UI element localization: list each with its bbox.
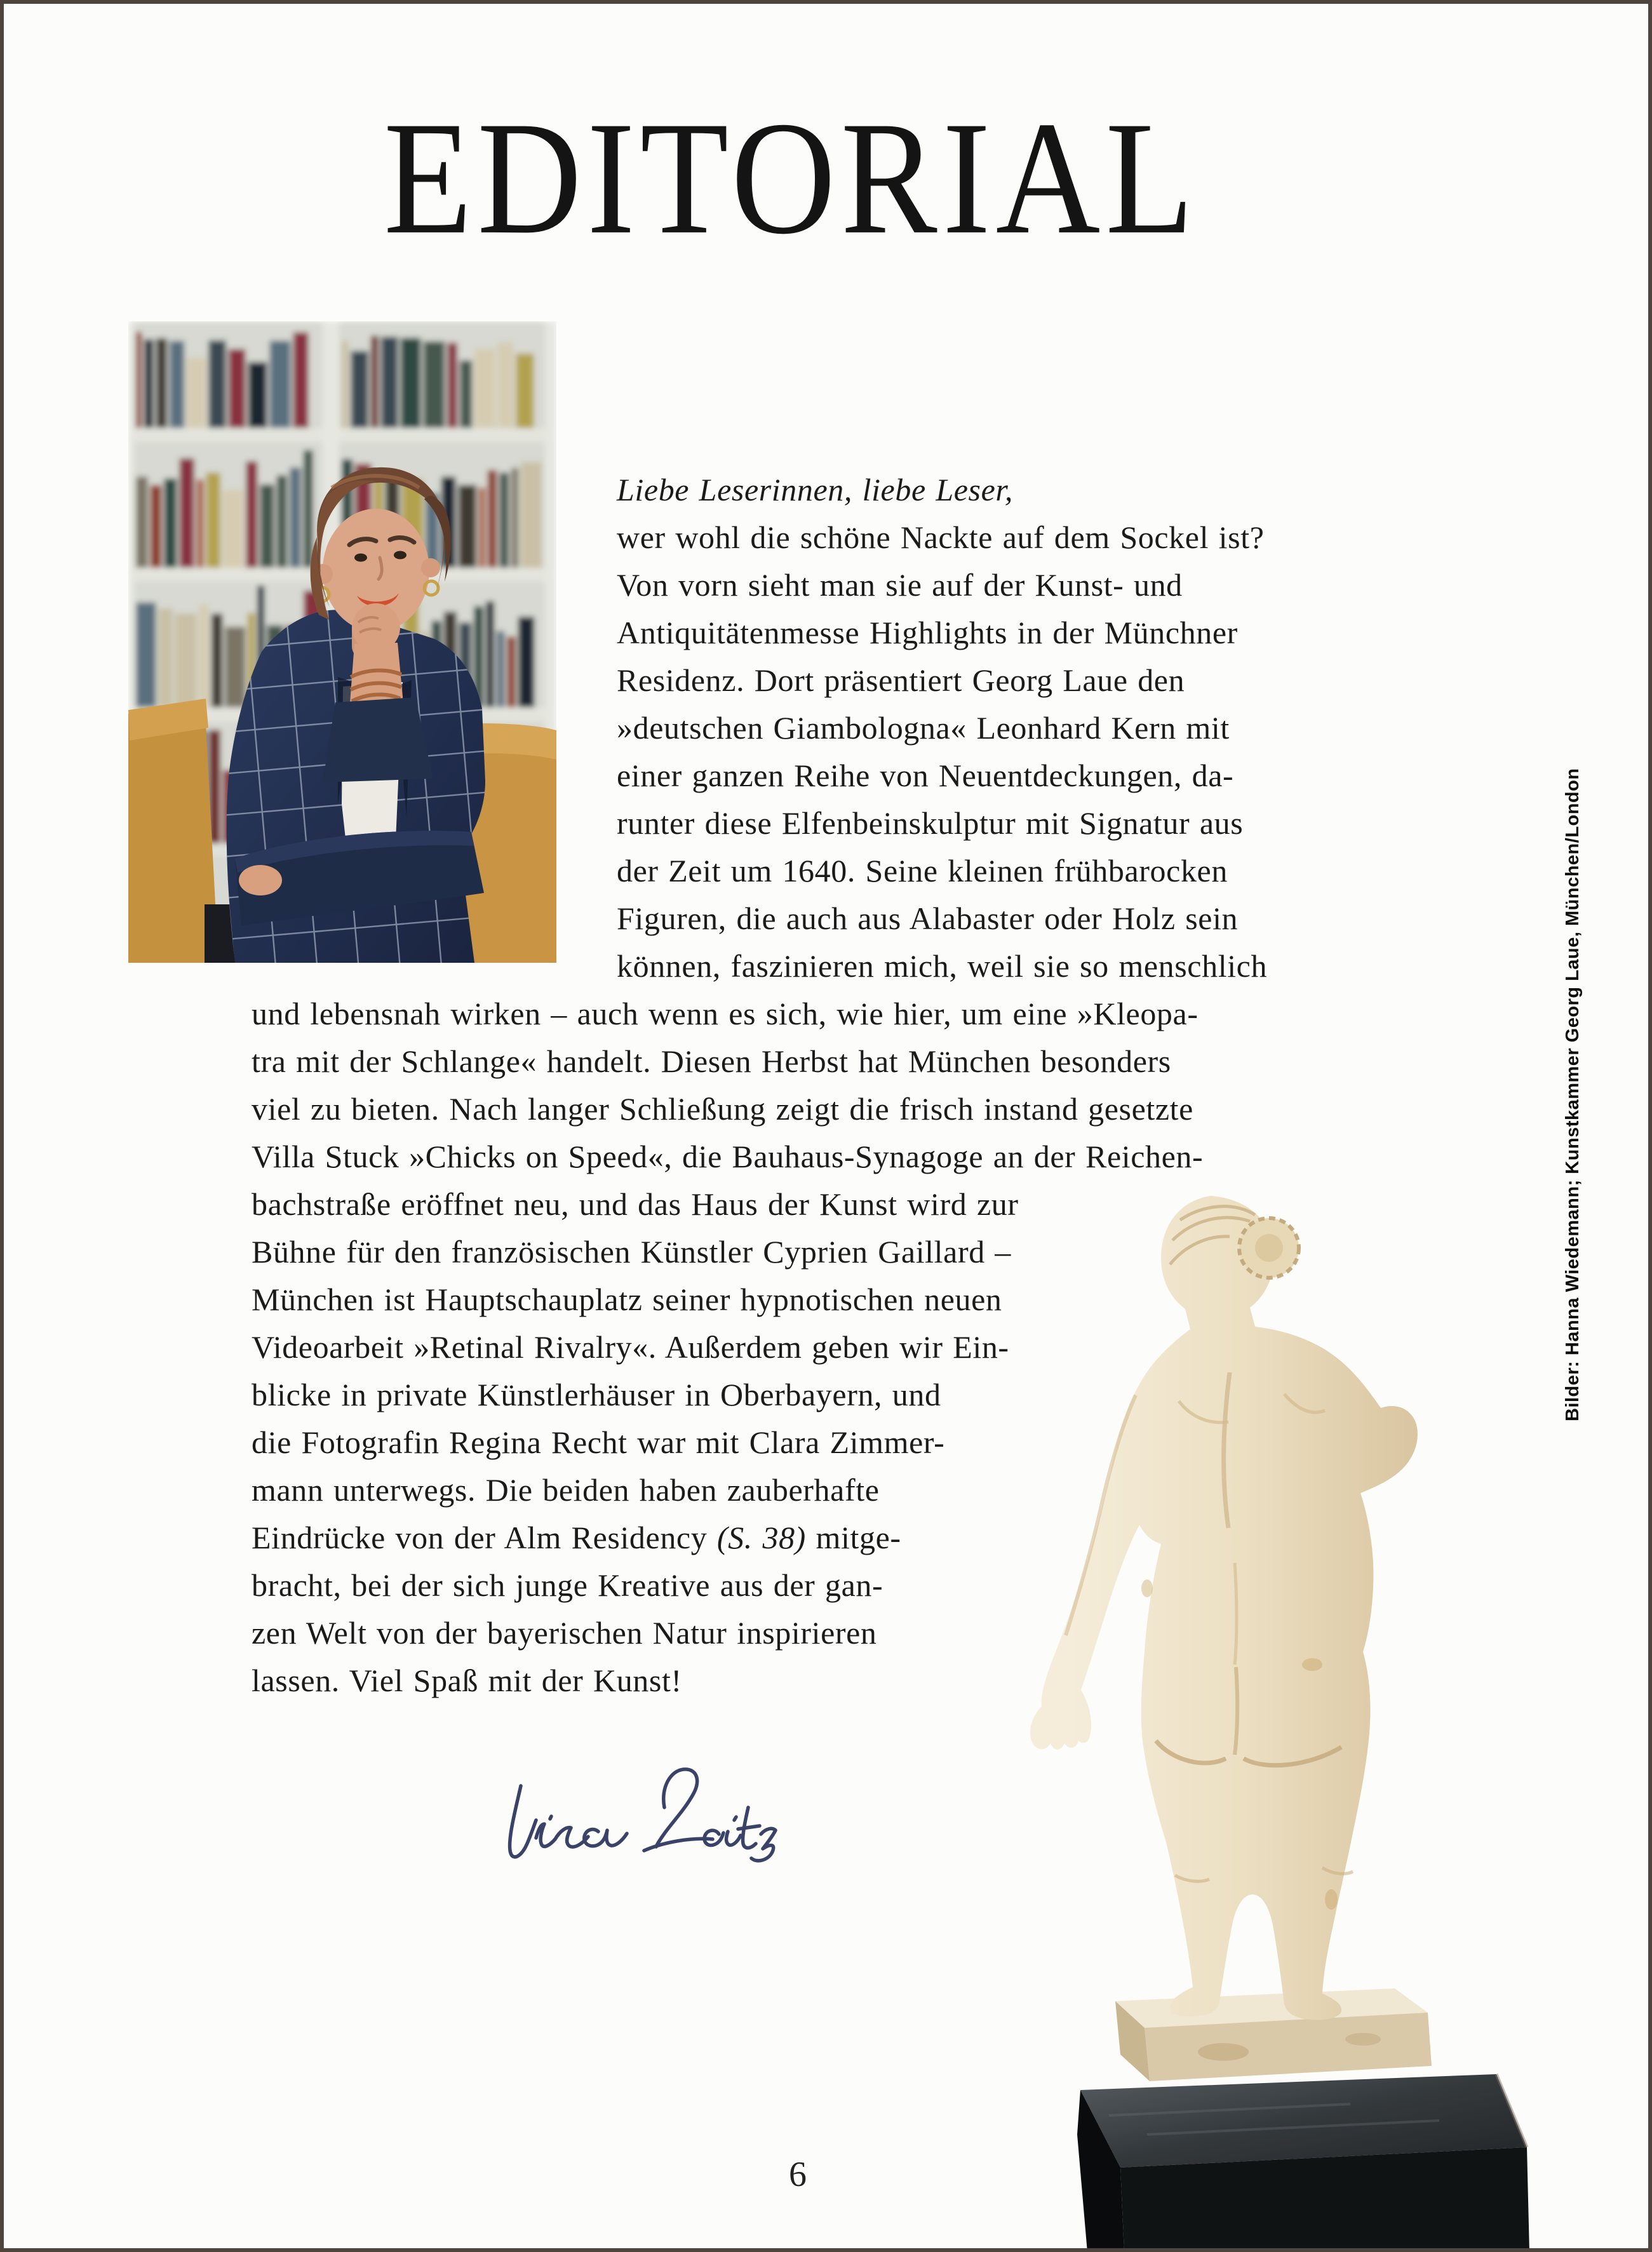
body-line: wer wohl die schöne Nackte auf dem Sockel ist? [617, 519, 1265, 555]
body-text: mitge- [805, 1520, 901, 1555]
photo-credit: Bilder: Hanna Wiedemann; Kunstkammer Georg Laue, München/London [1562, 768, 1583, 1421]
nude-figure-back [1030, 1196, 1418, 2020]
body-line: Antiquitätenmesse Highlights in der Münchner [617, 615, 1238, 650]
body-line: blicke in private Künstlerhäuser in Oberbayern, und [252, 1377, 941, 1412]
body-line: mann unterwegs. Die beiden haben zauberhafte [252, 1472, 880, 1508]
body-line: können, faszinieren mich, weil sie so menschlich [617, 948, 1268, 984]
body-line: München ist Hauptschauplatz seiner hypnotischen neuen [252, 1282, 1002, 1317]
signature-lisa-zeitz [498, 1762, 777, 1882]
body-line: bachstraße eröffnet neu, und das Haus der Kunst wird zur [252, 1186, 1019, 1222]
body-line: tra mit der Schlange« handelt. Diesen Herbst hat München besonders [252, 1043, 1171, 1079]
body-line: Von vorn sieht man sie auf der Kunst- und [617, 567, 1183, 603]
body-line: Villa Stuck »Chicks on Speed«, die Bauhaus-Synagoge an der Reichen- [252, 1139, 1204, 1174]
body-line: einer ganzen Reihe von Neuentdeckungen, da- [617, 758, 1234, 793]
ivory-base [1115, 1988, 1432, 2081]
body-line: »deutschen Giambologna« Leonhard Kern mit [617, 710, 1230, 746]
body-line: Residenz. Dort präsentiert Georg Laue den [617, 662, 1185, 698]
salutation-line: Liebe Leserinnen, liebe Leser, [617, 472, 1014, 507]
body-line: Videoarbeit »Retinal Rivalry«. Außerdem geben wir Ein- [252, 1329, 1009, 1365]
page-number: 6 [789, 2155, 807, 2194]
body-line: runter diese Elfenbeinskulptur mit Signatur aus [617, 805, 1244, 841]
page-title: EDITORIAL [384, 88, 1199, 268]
body-line: bracht, bei der sich junge Kreative aus der gan- [252, 1567, 883, 1603]
body-line: viel zu bieten. Nach langer Schließung zeigt die frisch instand gesetzte [252, 1091, 1193, 1127]
ivory-sculpture-photo [957, 1182, 1560, 2252]
body-line: lassen. Viel Spaß mit der Kunst! [252, 1663, 682, 1698]
page-reference: (S. 38) [716, 1520, 806, 1555]
body-text: Eindrücke von der Alm Residency [252, 1520, 717, 1555]
body-line: Figuren, die auch aus Alabaster oder Holz sein [617, 901, 1239, 936]
body-line: der Zeit um 1640. Seine kleinen frühbarocken [617, 853, 1228, 888]
black-pedestal [1077, 2074, 1529, 2252]
body-line: die Fotografin Regina Recht war mit Clara Zimmer- [252, 1424, 945, 1460]
body-line: Bühne für den französischen Künstler Cyprien Gaillard – [252, 1234, 1012, 1270]
body-line: zen Welt von der bayerischen Natur inspirieren [252, 1615, 877, 1651]
body-line: und lebensnah wirken – auch wenn es sich, wie hier, um eine »Kleopa- [252, 996, 1199, 1031]
